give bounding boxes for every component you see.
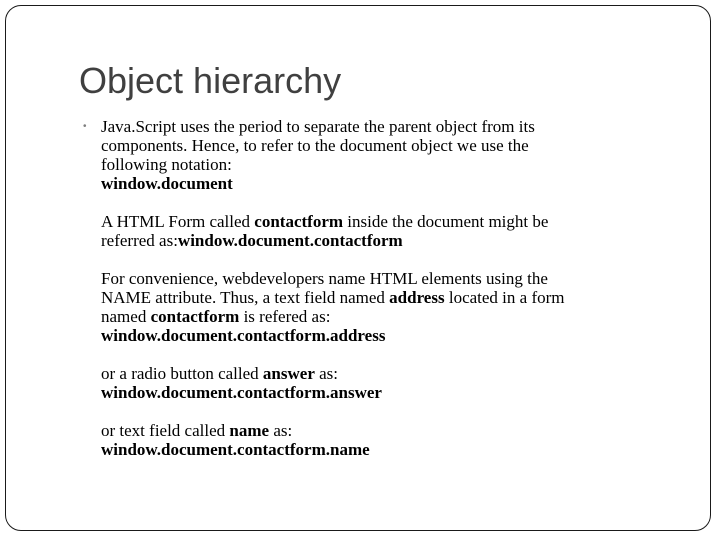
para5-text2: as: bbox=[269, 421, 293, 440]
term-name: name bbox=[229, 421, 270, 440]
para4-text2: as: bbox=[314, 364, 339, 383]
slide-title: Object hierarchy bbox=[79, 60, 342, 101]
para1-line2: components. Hence, to refer to the document object we use the bbox=[101, 136, 529, 155]
para2-text3: referred as: bbox=[101, 231, 178, 250]
para1-line3: following notation: bbox=[101, 155, 232, 174]
bullet-paragraph bbox=[83, 117, 653, 193]
para3-line1: For convenience, webdevelopers name HTML elements using the bbox=[101, 269, 548, 288]
para2-text1: A HTML Form called bbox=[101, 212, 255, 231]
para3-text2b: located in a form bbox=[444, 288, 565, 307]
bullet-icon: • bbox=[83, 121, 87, 132]
para4-text1: or a radio button called bbox=[101, 364, 263, 383]
para3-text3b: is refered as: bbox=[239, 307, 331, 326]
para3-text3a: named bbox=[101, 307, 151, 326]
term-answer: answer bbox=[262, 364, 315, 383]
term-address: address bbox=[389, 288, 445, 307]
code-contactform: window.document.contactform bbox=[177, 231, 403, 250]
code-window-document: window.document bbox=[101, 174, 233, 193]
para5-text1: or text field called bbox=[101, 421, 230, 440]
code-answer: window.document.contactform.answer bbox=[101, 383, 382, 402]
para2-text2: inside the document might be bbox=[343, 212, 549, 231]
term-contactform-2: contactform bbox=[150, 307, 240, 326]
paragraph-answer bbox=[83, 364, 653, 402]
term-contactform: contactform bbox=[254, 212, 344, 231]
slide-body bbox=[83, 117, 653, 459]
paragraph-contactform bbox=[83, 212, 653, 250]
code-name: window.document.contactform.name bbox=[101, 440, 370, 459]
paragraph-name bbox=[83, 421, 653, 459]
code-address: window.document.contactform.address bbox=[101, 326, 386, 345]
paragraph-address bbox=[83, 269, 653, 345]
para3-text2a: NAME attribute. Thus, a text field named bbox=[101, 288, 390, 307]
para1-line1: Java.Script uses the period to separate the parent object from its bbox=[101, 117, 535, 136]
